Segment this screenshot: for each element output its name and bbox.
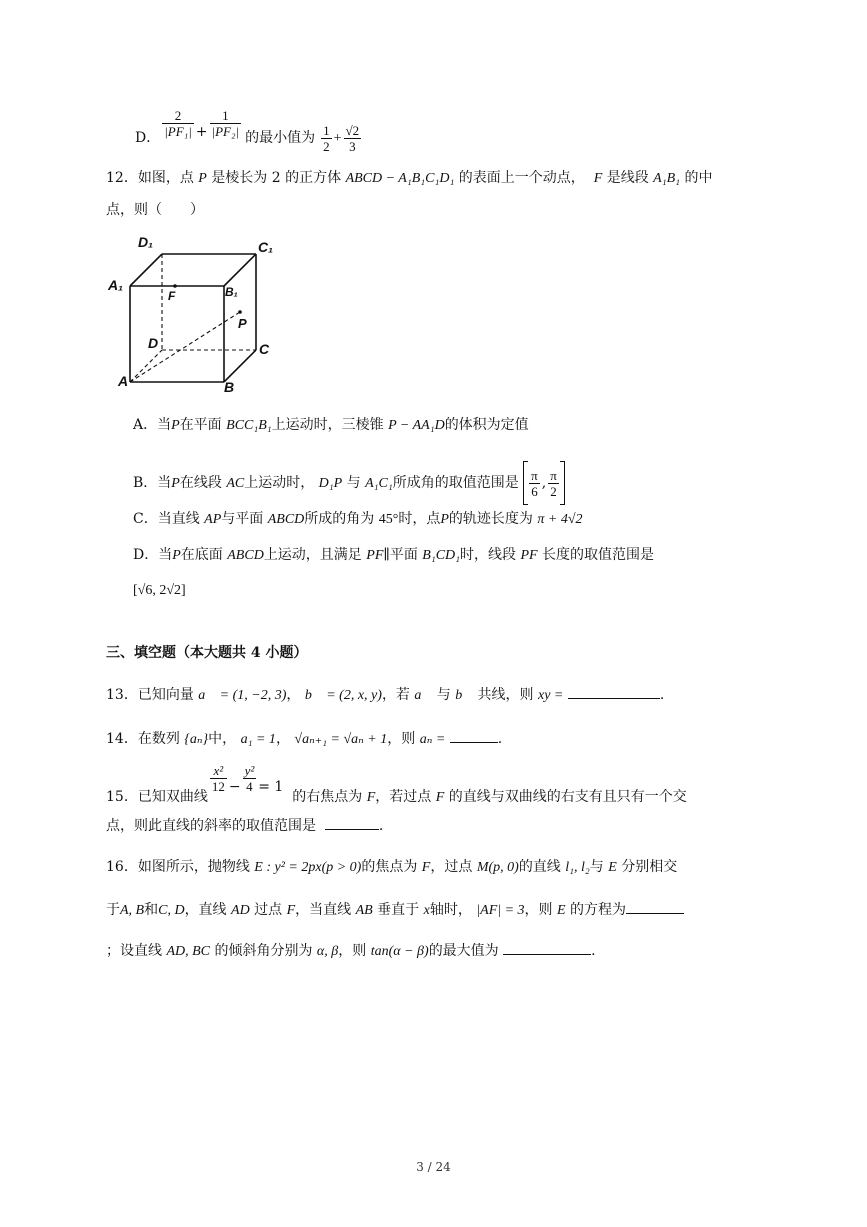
text: 的最大值为 (428, 943, 499, 959)
q12-option-d (133, 545, 654, 566)
label-F: F (168, 289, 176, 303)
text: 是棱长为 2 的正方体 (211, 170, 342, 186)
math-expr: M(p, 0) (476, 860, 519, 875)
q12-option-a (133, 415, 529, 436)
text: 过点 (254, 902, 283, 918)
math-var: F (421, 860, 431, 875)
math-expr: {aₙ} (184, 732, 209, 747)
text: 的最小值为 (245, 130, 316, 146)
math-var: F (593, 171, 603, 186)
point-P (238, 310, 242, 314)
text: 时，线段 (460, 547, 517, 563)
text: 的方程为 (570, 902, 627, 918)
math-expr: AB (355, 903, 373, 918)
math-expr: PF (520, 548, 538, 563)
text: 所成的角为 (304, 511, 375, 527)
label-A: A (118, 373, 129, 389)
frac-num: x² (210, 763, 227, 779)
math-expr: AD, BC (166, 944, 211, 959)
option-label: D． (135, 130, 161, 146)
math-var: b⃗ (455, 688, 474, 703)
math-expr: A₁C₁ (365, 476, 393, 491)
math-var: P (171, 418, 180, 433)
frac-den: 6 (531, 483, 538, 499)
math-var: F (366, 790, 376, 805)
label-D: D (148, 335, 159, 351)
math-expr: l₁, l₂ (565, 860, 590, 875)
text: B．当 (133, 475, 172, 491)
frac-den: 2 (550, 483, 557, 499)
text: 时，点 (398, 511, 441, 527)
math-expr: α, β (316, 944, 339, 959)
text: 的焦点为 (361, 859, 418, 875)
fraction (344, 123, 362, 154)
math-expr: AD (231, 903, 250, 918)
text: . (378, 818, 384, 834)
page-number: 3 / 24 (416, 1160, 451, 1174)
text: 在底面 (180, 547, 223, 563)
text: D．当 (133, 547, 173, 563)
math-expr: tan(α − β) (370, 944, 429, 959)
text: 14．在数列 (106, 731, 180, 747)
range-bracket: $\frac{\pi}{6}$ , $\frac{\pi}{2}$ (523, 461, 565, 505)
math-expr: [√6, 2√2] (133, 583, 186, 598)
math-expr: A₁B₁ (653, 171, 681, 186)
text: ，过点 (430, 859, 473, 875)
q12-option-b (133, 461, 565, 506)
math-expr: A, B (120, 903, 145, 918)
text: A．当 (133, 417, 172, 433)
fraction (210, 108, 242, 139)
text: 垂直于 (377, 902, 420, 918)
frac-num: 1 (323, 122, 330, 138)
math-expr: D₁P (318, 476, 343, 491)
edge-B-C (224, 350, 256, 382)
text: 共线，则 (477, 687, 534, 703)
text: 点，则（ ） (106, 202, 204, 218)
answer-blank[interactable] (503, 940, 591, 955)
text: C．当直线 (133, 511, 200, 527)
answer-blank[interactable] (325, 815, 379, 830)
math-expr: |AF| = 3 (476, 903, 525, 918)
math-var: a⃗ (414, 688, 433, 703)
q12-stem-line1 (106, 168, 712, 189)
text: 平面 (389, 547, 418, 563)
plus: + (195, 124, 208, 140)
answer-blank[interactable] (626, 899, 684, 914)
frac-num: 2 (162, 108, 194, 124)
math-expr: xy = (537, 688, 564, 703)
math-expr: BCC₁B₁ (226, 418, 272, 433)
label-P: P (238, 316, 247, 331)
math-var: E (557, 903, 566, 918)
text: ，直线 (184, 902, 227, 918)
text: 的右焦点为 (292, 789, 363, 805)
q12-option-c (133, 509, 583, 530)
text: ，当直线 (295, 902, 352, 918)
text: . (659, 687, 665, 703)
text: 12．如图，点 (106, 170, 194, 186)
cube-figure (108, 232, 280, 394)
frac-den: |PF₁| (164, 124, 192, 139)
q16-line2 (106, 899, 684, 921)
frac-den: 2 (323, 138, 330, 154)
math-var: P (171, 476, 180, 491)
text: 与平面 (221, 511, 264, 527)
q16-line3 (106, 940, 596, 962)
math-var: P (440, 512, 449, 527)
frac-num: √2 (345, 122, 360, 138)
text: 的表面上一个动点， (458, 170, 585, 186)
fraction (548, 468, 559, 499)
frac-den: |PF₂| (211, 124, 240, 139)
math-expr: ABCD (267, 512, 305, 527)
answer-blank[interactable] (568, 684, 660, 699)
symbol: ∥ (383, 547, 390, 563)
math-expr: E : y² = 2px(p > 0) (254, 860, 362, 875)
text: ，若过点 (375, 789, 432, 805)
frac-num: π (550, 467, 557, 483)
label-B1: B₁ (225, 285, 238, 299)
text: 所成角的取值范围是 (392, 475, 519, 491)
math-expr: AP (204, 512, 222, 527)
math-expr: aₙ = (419, 732, 446, 747)
fraction (529, 468, 540, 499)
fraction (210, 763, 227, 794)
q11-option-d: D． $\frac{2}{\text{|PF₁|}}$ + $\frac{1}{\text{|PF₂|}}$ 的最小值为 $\frac{1}{2}$ + $\frac{√2}{3}$ (135, 108, 360, 154)
q14 (106, 728, 502, 750)
text: 和 (144, 902, 159, 918)
q15-line1 (106, 763, 687, 820)
math-var: F (435, 790, 445, 805)
frac-den: 4 (246, 779, 253, 794)
text: . (591, 943, 596, 959)
math-var: F (286, 903, 296, 918)
fraction (321, 123, 332, 154)
text: 在平面 (179, 417, 222, 433)
text: ，若 (381, 687, 410, 703)
text: 分别相交 (621, 859, 678, 875)
text: 16．如图所示，抛物线 (106, 859, 250, 875)
math-expr: ABCD (227, 548, 264, 563)
edge-A1-D1 (130, 254, 162, 286)
q13 (106, 684, 664, 706)
text: 的中 (684, 170, 713, 186)
text: 的倾斜角分别为 (214, 943, 313, 959)
math-expr: π + 4√2 (537, 512, 583, 527)
text: ， (275, 731, 290, 747)
label-B: B (224, 379, 235, 394)
text: . (497, 731, 503, 747)
math-expr: √aₙ₊₁ = √aₙ + 1 (294, 732, 388, 747)
text: 的直线与双曲线的右支有且只有一个交 (448, 789, 687, 805)
edge-C1-B1 (224, 254, 256, 286)
text: 于 (106, 902, 120, 918)
fraction (243, 763, 257, 794)
math-expr: 45° (378, 512, 399, 527)
frac-num: π (531, 467, 538, 483)
frac-den: 12 (211, 779, 225, 794)
text: 上运动时，三棱锥 (271, 417, 384, 433)
point-F (173, 284, 177, 288)
edge-A-D (130, 350, 162, 382)
text: 的轨迹长度为 (448, 511, 533, 527)
text: 上运动时， (244, 475, 315, 491)
text: 与 (589, 859, 604, 875)
label-C: C (259, 341, 270, 357)
text: ，则 (387, 731, 416, 747)
q12-option-d-range (133, 580, 186, 601)
math-var: E (608, 860, 617, 875)
math-expr: C, D (158, 903, 185, 918)
frac-den: 3 (349, 138, 356, 154)
frac-num: y² (244, 763, 255, 778)
text: ，则 (338, 943, 367, 959)
text: ；设直线 (106, 943, 162, 959)
text: 13．已知向量 (106, 687, 194, 703)
text: 长度的取值范围是 (542, 547, 655, 563)
math-expr: b⃗ = (2, x, y) (304, 688, 382, 703)
q12-stem-line2 (106, 200, 204, 220)
answer-blank[interactable] (450, 728, 498, 743)
text: 的体积为定值 (444, 417, 529, 433)
math-expr: P − AA₁D (388, 418, 445, 433)
label-D1: D₁ (138, 234, 154, 250)
fraction (162, 108, 194, 139)
math-expr: AC (226, 476, 245, 491)
math-expr: ABCD − A₁B₁C₁D₁ (345, 171, 455, 186)
math-expr: PF (366, 548, 384, 563)
symbol: − (228, 779, 241, 795)
text: 上运动，且满足 (263, 547, 362, 563)
text: 与 (436, 687, 451, 703)
text: 的直线 (518, 859, 561, 875)
text: 与 (346, 475, 361, 491)
math-var: x (423, 903, 430, 918)
text: ， (286, 687, 301, 703)
text: 在线段 (179, 475, 222, 491)
label-C1: C₁ (258, 239, 274, 255)
text: 点，则此直线的斜率的取值范围是 (106, 818, 316, 834)
text: 轴时， (429, 902, 472, 918)
math-var: P (172, 548, 181, 563)
q16-line1 (106, 857, 677, 878)
label-A1: A₁ (108, 277, 124, 293)
q15-line2 (106, 815, 383, 836)
text: ，则 (524, 902, 553, 918)
text: 15．已知双曲线 (106, 789, 208, 805)
section-title: 三、填空题（本大题共 4 小题） (106, 645, 308, 661)
text: 是线段 (606, 170, 649, 186)
text: 中， (208, 731, 237, 747)
math-expr: B₁CD₁ (422, 548, 461, 563)
math-expr: a₁ = 1 (240, 732, 276, 747)
math-expr: a⃗ = (1, −2, 3) (198, 688, 287, 703)
math-var: P (198, 171, 207, 186)
frac-num: 1 (210, 108, 242, 124)
symbol: = 1 (258, 779, 284, 795)
